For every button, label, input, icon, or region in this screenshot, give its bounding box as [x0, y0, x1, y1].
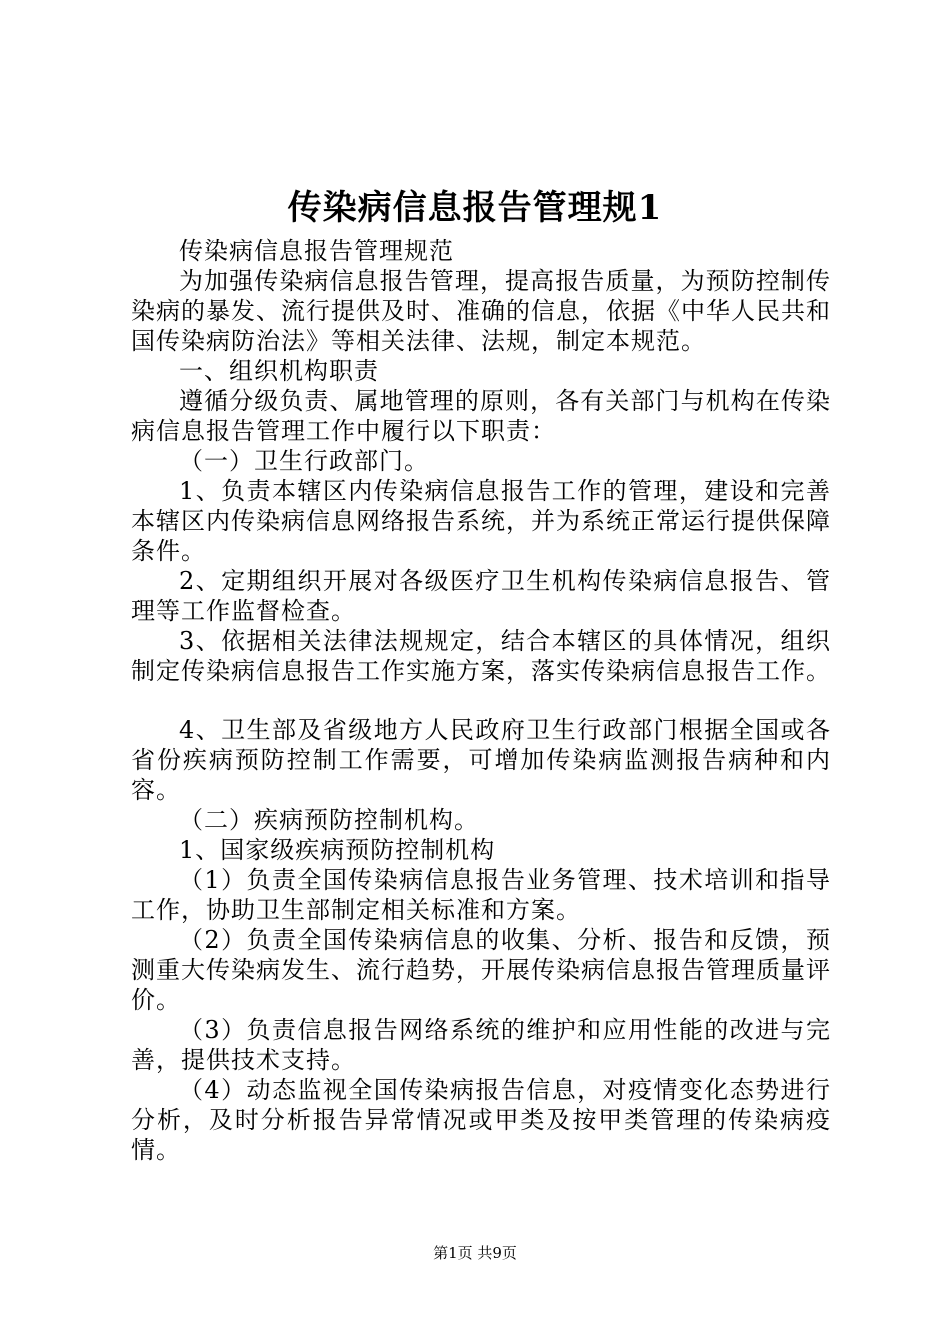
- sub-item-2: （2）负责全国传染病信息的收集、分析、报告和反馈，预测重大传染病发生、流行趋势，开展传染病信息报告管理质量评价。: [131, 926, 831, 1014]
- paragraph-gap: [131, 686, 831, 715]
- paragraph-principle: 遵循分级负责、属地管理的原则，各有关部门与机构在传染病信息报告管理工作中履行以下职责：: [131, 387, 831, 445]
- subsection-heading-cdc: （二）疾病预防控制机构。: [179, 806, 479, 834]
- section-heading-1: 一、组织机构职责: [179, 357, 379, 385]
- document-body: [131, 236, 831, 1165]
- list-item-1: 1、负责本辖区内传染病信息报告工作的管理，建设和完善本辖区内传染病信息网络报告系统，并为系统正常运行提供保障条件。: [131, 477, 831, 565]
- subsection-heading-health-admin: （一）卫生行政部门。: [179, 447, 429, 475]
- list-item-2: 2、定期组织开展对各级医疗卫生机构传染病信息报告、管理等工作监督检查。: [131, 567, 831, 625]
- document-title: 传染病信息报告管理规1: [287, 188, 663, 228]
- list-item-3: 3、依据相关法律法规规定，结合本辖区的具体情况，组织制定传染病信息报告工作实施方案，落实传染病信息报告工作。: [131, 627, 831, 685]
- paragraph-intro: 为加强传染病信息报告管理，提高报告质量，为预防控制传染病的暴发、流行提供及时、准确的信息，依据《中华人民共和国传染病防治法》等相关法律、法规，制定本规范。: [131, 267, 831, 355]
- sub-item-3: （3）负责信息报告网络系统的维护和应用性能的改进与完善，提供技术支持。: [131, 1016, 831, 1074]
- list-item-4: 4、卫生部及省级地方人民政府卫生行政部门根据全国或各省份疾病预防控制工作需要，可增加传染病监测报告病种和内容。: [131, 716, 831, 804]
- paragraph-subtitle: 传染病信息报告管理规范: [179, 237, 454, 265]
- page-footer: 第1页 共9页: [433, 1244, 517, 1262]
- list-heading-national-cdc: 1、国家级疾病预防控制机构: [179, 836, 496, 864]
- sub-item-4: （4）动态监视全国传染病报告信息，对疫情变化态势进行分析，及时分析报告异常情况或甲类及按甲类管理的传染病疫情。: [131, 1076, 831, 1164]
- sub-item-1: （1）负责全国传染病信息报告业务管理、技术培训和指导工作，协助卫生部制定相关标准和方案。: [131, 866, 831, 924]
